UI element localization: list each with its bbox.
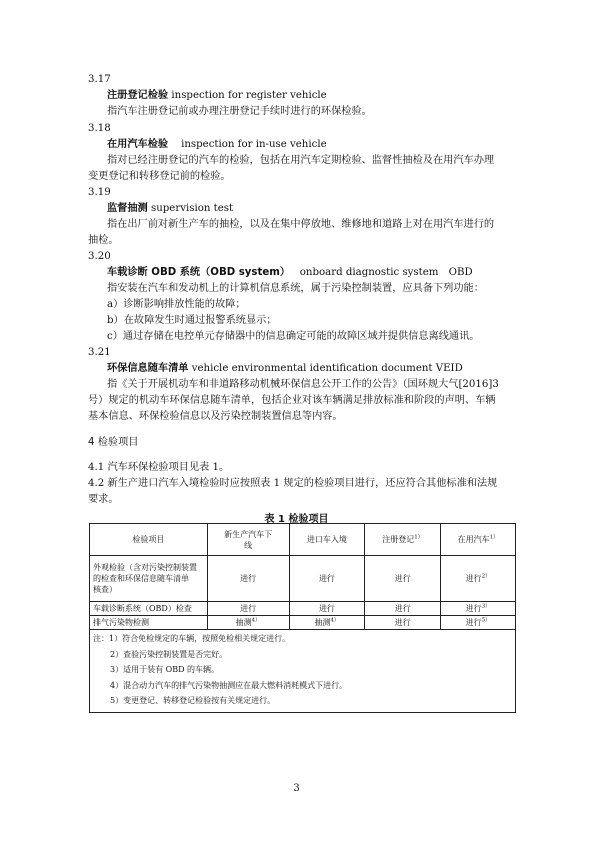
term-line <box>107 202 233 215</box>
table-row <box>90 602 516 616</box>
term-chinese: 环保信息随车清单 <box>107 363 189 374</box>
table-cell: 进行$^{3)}$ <box>441 602 516 616</box>
definition-text: 抽检。 <box>88 235 119 246</box>
clause-number: 3.18 <box>88 123 111 134</box>
section-heading: 4 检验项目 <box>88 437 139 448</box>
table-cell: 进行 <box>365 616 441 630</box>
table-cell: 进行 <box>365 556 441 602</box>
definition-text: 基本信息、环保检验信息以及污染控制装置信息等内容。 <box>88 411 343 422</box>
list-item: a）诊断影响排放性能的故障； <box>107 299 246 310</box>
definition-text: 号）规定的机动车环保信息随车清单，包括企业对该车辆满足排放标准和阶段的声明、车辆 <box>88 395 496 406</box>
term-line <box>107 89 327 102</box>
header-cell: 在用汽车$^{1)}$ <box>441 524 516 556</box>
table-notes-row <box>90 630 516 713</box>
table-row <box>90 616 516 630</box>
table-header-row <box>90 524 516 556</box>
table-note: 5）变更登记、转移登记检验按有关规定进行。 <box>110 696 276 705</box>
table-caption: 表 1 检验项目 <box>264 514 329 525</box>
table-cell: 进行$^{2)}$ <box>441 556 516 602</box>
definition-text: 指安装在汽车和发动机上的计算机信息系统，属于污染控制装置，应具备下列功能： <box>107 283 484 294</box>
definition-text: 指《关于开展机动车和非道路移动机械环保信息公开工作的公告》（国环规大气[2016]3 <box>107 379 499 390</box>
clause-number: 3.19 <box>88 187 111 198</box>
table-cell: 进行 <box>365 602 441 616</box>
term-chinese: 车载诊断 OBD 系统（OBD system） <box>107 267 291 278</box>
table-cell: 进行$^{5)}$ <box>441 616 516 630</box>
paragraph: 4.2 新生产进口汽车入境检验时应按照表 1 规定的检验项目进行，还应符合其他标准和法规 <box>88 478 498 489</box>
table-cell: 进行 <box>207 602 289 616</box>
inspection-items-table <box>89 523 516 713</box>
table-note: 3）适用于装有 OBD 的车辆。 <box>110 665 220 674</box>
table-cell: 进行 <box>289 602 365 616</box>
term-english: vehicle environmental identification document VEID <box>191 363 463 374</box>
header-cell: 进口车入境 <box>289 524 365 556</box>
term-line <box>107 138 327 151</box>
term-english: supervision test <box>151 203 234 214</box>
clause-number: 3.20 <box>88 251 111 262</box>
row-label: 车载诊断系统（OBD）检查 <box>90 602 208 616</box>
list-item: b）在故障发生时通过报警系统显示； <box>107 315 277 326</box>
paragraph: 4.1 汽车环保检验项目见表 1。 <box>88 462 230 473</box>
term-chinese: 注册登记检验 <box>107 90 169 101</box>
list-item: c）通过存储在电控单元存储器中的信息确定可能的故障区域并提供信息离线通讯。 <box>107 331 480 342</box>
header-cell: 检验项目 <box>90 524 208 556</box>
term-chinese: 监督抽测 <box>107 203 148 214</box>
table-note: 注：1）符合免检规定的车辆，按照免检相关规定进行。 <box>93 634 291 643</box>
table-notes <box>90 630 516 713</box>
table-cell: 抽测$^{4)}$ <box>207 616 289 630</box>
term-english: inspection for in-use vehicle <box>181 139 327 150</box>
definition-text: 指在出厂前对新生产车的抽检，以及在集中停放地、维修地和道路上对在用汽车进行的 <box>107 219 495 230</box>
definition-text: 指对已经注册登记的汽车的检验，包括在用汽车定期检验、监督性抽检及在用汽车办理 <box>107 155 495 166</box>
header-cell: 新生产汽车下 线 <box>207 524 289 556</box>
header-cell: 注册登记$^{1)}$ <box>365 524 441 556</box>
paragraph: 要求。 <box>88 494 119 505</box>
clause-number: 3.21 <box>88 347 111 358</box>
table-cell: 进行 <box>289 556 365 602</box>
page-number: 3 <box>293 783 300 794</box>
term-line <box>107 362 463 375</box>
table-cell: 抽测$^{4)}$ <box>289 616 365 630</box>
table-note: 4）混合动力汽车的排气污染物抽测应在最大燃料消耗模式下进行。 <box>110 680 348 690</box>
term-line <box>107 266 473 279</box>
term-english: inspection for register vehicle <box>171 90 327 101</box>
row-label: 排气污染物检测 <box>90 616 208 630</box>
definition-text: 变更登记和转移登记前的检验。 <box>88 171 231 182</box>
table-cell: 进行 <box>207 556 289 602</box>
term-english: onboard diagnostic system OBD <box>299 267 473 278</box>
definition-text: 指汽车注册登记前或办理注册登记手续时进行的环保检验。 <box>107 106 372 117</box>
row-label: 外观检验（含对污染控制装置 的检查和环保信息随车清单 核查） <box>90 556 208 602</box>
clause-number: 3.17 <box>88 74 111 85</box>
term-chinese: 在用汽车检验 <box>107 139 169 150</box>
table-row <box>90 556 516 602</box>
table-note: 2）查验污染控制装置是否完好。 <box>110 649 228 659</box>
